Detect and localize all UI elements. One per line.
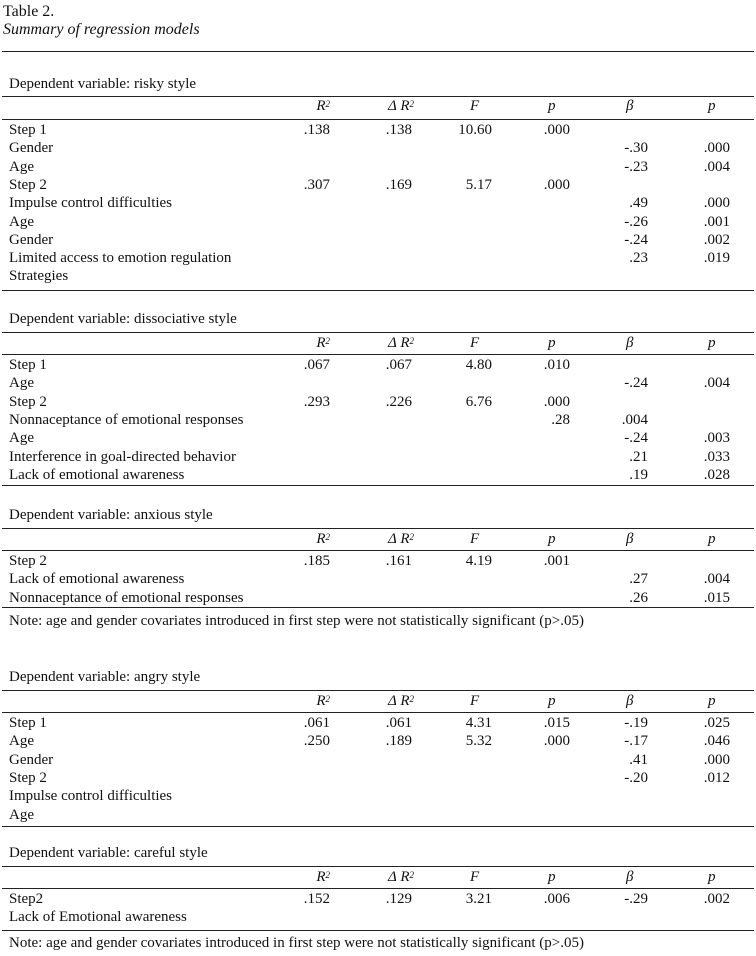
header-rule [2, 550, 754, 551]
section-label: Dependent variable: anxious style [9, 507, 213, 523]
header-delta-r2: Δ $R^2$ [388, 693, 414, 709]
cell-dr2: .169 [385, 177, 412, 193]
cell-beta: -.24 [624, 375, 648, 391]
section-bottom-rule [2, 607, 754, 608]
cell-beta: .49 [629, 195, 648, 211]
cell-p: .000 [543, 122, 570, 138]
cell-beta: -.23 [624, 159, 648, 175]
row-label: Step 1 [9, 357, 47, 373]
table-subtitle: Summary of regression models [3, 21, 200, 38]
row-label: Age [9, 159, 34, 175]
cell-f: 6.76 [465, 394, 492, 410]
cell-dr2: .129 [385, 891, 412, 907]
row-label: Nonnaceptance of emotional responses [9, 590, 244, 606]
cell-p2: .001 [703, 214, 730, 230]
section-bottom-rule [2, 826, 754, 827]
table-note: Note: age and gender covariates introduced in first step were not statistically significant (p>.05) [9, 613, 584, 629]
cell-f: 10.60 [458, 122, 492, 138]
cell-p: .010 [543, 357, 570, 373]
cell-dr2: .067 [385, 357, 412, 373]
row-label: Nonnaceptance of emotional responses [9, 412, 244, 428]
cell-p: .006 [543, 891, 570, 907]
cell-beta: -.17 [624, 733, 648, 749]
section-label: Dependent variable: dissociative style [9, 311, 237, 327]
cell-beta: .23 [629, 250, 648, 266]
header-delta-r2: Δ $R^2$ [388, 869, 414, 885]
cell-r2: .185 [303, 553, 330, 569]
header-p: p [548, 869, 556, 885]
cell-beta: -.30 [624, 140, 648, 156]
section-top-rule [2, 528, 754, 529]
top-rule [2, 51, 754, 52]
row-label: Step 1 [9, 122, 47, 138]
header-f: F [470, 531, 480, 547]
row-label: Impulse control difficulties [9, 195, 173, 211]
cell-beta: -.24 [624, 430, 648, 446]
section-label: Dependent variable: angry style [9, 669, 201, 685]
row-label: Age [9, 807, 34, 823]
row-label: Lack of emotional awareness [9, 467, 185, 483]
cell-beta: -.20 [624, 770, 648, 786]
cell-p2: .019 [703, 250, 730, 266]
row-label: Age [9, 430, 34, 446]
cell-beta: -.29 [624, 891, 648, 907]
row-label: Step 2 [9, 177, 47, 193]
header-beta: β [626, 98, 634, 114]
row-label: Age [9, 214, 34, 230]
header-f: F [470, 98, 480, 114]
header-r2: $R^2$ [316, 869, 330, 885]
row-label: Step2 [9, 891, 44, 907]
header-p-beta: p [708, 869, 716, 885]
cell-r2: .307 [303, 177, 330, 193]
header-rule [2, 354, 754, 355]
cell-p2: .002 [703, 232, 730, 248]
row-label: Step 2 [9, 553, 47, 569]
header-f: F [470, 335, 480, 351]
cell-beta: -.24 [624, 232, 648, 248]
header-p-beta: p [708, 531, 716, 547]
header-delta-r2: Δ $R^2$ [388, 531, 414, 547]
cell-p2: .000 [703, 140, 730, 156]
row-label: Impulse control difficulties [9, 788, 173, 804]
cell-p: .015 [543, 715, 570, 731]
cell-beta: .41 [629, 752, 648, 768]
section-top-rule [2, 866, 754, 867]
section-label: Dependent variable: careful style [9, 845, 208, 861]
cell-f: 4.80 [465, 357, 492, 373]
row-label: Strategies [9, 268, 69, 284]
cell-r2: .152 [303, 891, 330, 907]
cell-beta: -.19 [624, 715, 648, 731]
cell-dr2: .189 [385, 733, 412, 749]
cell-p: .000 [543, 394, 570, 410]
row-label: Age [9, 375, 34, 391]
cell-dr2: .138 [385, 122, 412, 138]
header-p-beta: p [708, 693, 716, 709]
row-label: Step 2 [9, 770, 47, 786]
cell-f: 4.31 [465, 715, 492, 731]
cell-r2: .293 [303, 394, 330, 410]
cell-p2: .025 [703, 715, 730, 731]
header-delta-r2: Δ $R^2$ [388, 335, 414, 351]
header-p: p [548, 693, 556, 709]
table-note: Note: age and gender covariates introduced in first step were not statistically significant (p>.05) [9, 935, 584, 951]
header-r2: $R^2$ [316, 693, 330, 709]
cell-r2: .061 [303, 715, 330, 731]
cell-p2: .033 [703, 449, 730, 465]
cell-p2: .004 [703, 571, 730, 587]
row-label: Interference in goal-directed behavior [9, 449, 236, 465]
cell-p: .000 [543, 733, 570, 749]
header-beta: β [626, 693, 634, 709]
cell-p2: .015 [703, 590, 730, 606]
header-r2: $R^2$ [316, 98, 330, 114]
cell-dr2: .061 [385, 715, 412, 731]
cell-p2: .046 [703, 733, 730, 749]
cell-p: .000 [543, 177, 570, 193]
cell-p2: .002 [703, 891, 730, 907]
header-f: F [470, 693, 480, 709]
cell-r2: .250 [303, 733, 330, 749]
table-title: Table 2. [3, 3, 55, 20]
header-rule [2, 119, 754, 120]
header-f: F [470, 869, 480, 885]
row-label: Lack of emotional awareness [9, 571, 185, 587]
row-label: Limited access to emotion regulation [9, 250, 232, 266]
section-top-rule [2, 690, 754, 691]
section-top-rule [2, 332, 754, 333]
cell-f: 5.32 [465, 733, 492, 749]
cell-p2: .004 [703, 375, 730, 391]
section-bottom-rule [2, 485, 754, 486]
row-label: Step 2 [9, 394, 47, 410]
header-r2: $R^2$ [316, 335, 330, 351]
cell-p: .001 [543, 553, 570, 569]
cell-f: 5.17 [465, 177, 492, 193]
cell-beta: .21 [629, 449, 648, 465]
header-p-beta: p [708, 335, 716, 351]
cell-p2: .000 [703, 752, 730, 768]
section-label: Dependent variable: risky style [9, 76, 197, 92]
row-label: Lack of Emotional awareness [9, 909, 187, 925]
header-r2: $R^2$ [316, 531, 330, 547]
header-delta-r2: Δ $R^2$ [388, 98, 414, 114]
header-beta: β [626, 335, 634, 351]
row-label: Gender [9, 140, 54, 156]
cell-r2: .138 [303, 122, 330, 138]
header-beta: β [626, 869, 634, 885]
cell-dr2: .226 [385, 394, 412, 410]
cell-beta: .26 [629, 590, 648, 606]
row-label: Gender [9, 752, 54, 768]
cell-p2: .003 [703, 430, 730, 446]
cell-p2: .004 [703, 159, 730, 175]
row-label: Age [9, 733, 34, 749]
cell-beta: .27 [629, 571, 648, 587]
section-bottom-rule [2, 290, 754, 291]
header-p: p [548, 531, 556, 547]
cell-dr2: .161 [385, 553, 412, 569]
cell-beta: .19 [629, 467, 648, 483]
cell-beta: .004 [621, 412, 648, 428]
header-rule [2, 888, 754, 889]
header-beta: β [626, 531, 634, 547]
section-bottom-rule [2, 930, 754, 931]
cell-f: 4.19 [465, 553, 492, 569]
cell-r2: .067 [303, 357, 330, 373]
cell-p2: .012 [703, 770, 730, 786]
header-p: p [548, 335, 556, 351]
cell-beta: -.26 [624, 214, 648, 230]
cell-p: .28 [551, 412, 570, 428]
cell-f: 3.21 [465, 891, 492, 907]
header-p: p [548, 98, 556, 114]
header-p-beta: p [708, 98, 716, 114]
row-label: Step 1 [9, 715, 47, 731]
header-rule [2, 712, 754, 713]
cell-p2: .000 [703, 195, 730, 211]
row-label: Gender [9, 232, 54, 248]
cell-p2: .028 [703, 467, 730, 483]
